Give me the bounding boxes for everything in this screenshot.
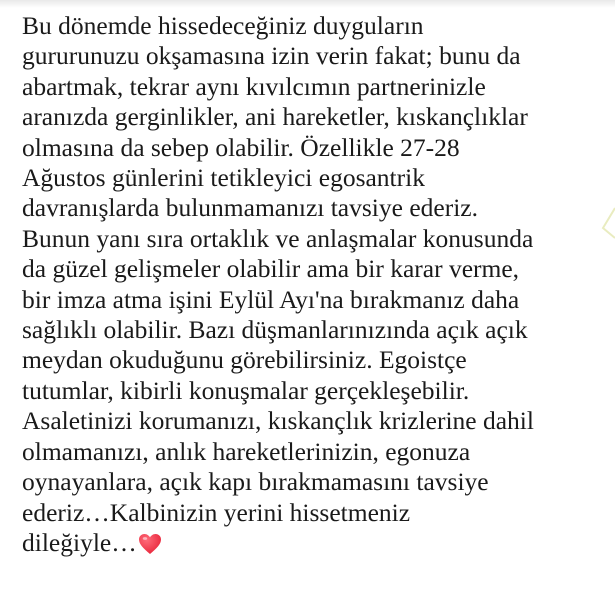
text-line: Asaletinizi korumanızı, kıskançlık krizlerine dahil	[22, 406, 534, 436]
decorative-edge-mark	[595, 206, 615, 240]
text-line: oynayanlara, açık kapı bırakmamasını tavsiye	[22, 467, 489, 497]
text-line: olmamanızı, anlık hareketlerinizin, egonuza	[22, 436, 471, 466]
text-line: da güzel gelişmeler olabilir ama bir karar verme,	[22, 254, 520, 284]
text-line-last	[22, 528, 602, 558]
horoscope-text	[22, 11, 602, 558]
text-line: meydan okuduğunu görebilirsiniz. Egoistçe	[22, 345, 467, 375]
text-line: gururunuzu okşamasına izin verin fakat; bunu da	[22, 41, 521, 71]
text-line: olmasına da sebep olabilir. Özellikle 27-28	[22, 132, 460, 162]
text-line: Bu dönemde hissedeceğiniz duyguların	[22, 11, 424, 40]
text-line: tutumlar, kibirli konuşmalar gerçekleşebilir.	[22, 375, 470, 405]
text-line: davranışlarda bulunmamanızı tavsiye ederiz.	[22, 193, 478, 223]
text-line: aranızda gerginlikler, ani hareketler, kıskançlıklar	[22, 102, 528, 132]
text-line: ederiz…Kalbinizin yerini hissetmeniz	[22, 497, 411, 527]
text-line: Bunun yanı sıra ortaklık ve anlaşmalar konusunda	[22, 223, 534, 253]
red-heart-icon-svg	[138, 533, 162, 555]
closing-text: dileğiyle…	[22, 527, 137, 557]
red-heart-icon	[138, 532, 162, 554]
text-line: sağlıklı olabilir. Bazı düşmanlarınızında açık açık	[22, 315, 528, 345]
text-line: Ağustos günlerini tetikleyici egosantrik	[22, 163, 425, 193]
text-line: bir imza atma işini Eylül Ayı'na bırakmanız daha	[22, 284, 520, 314]
top-divider	[0, 0, 615, 8]
text-line: abartmak, tekrar aynı kıvılcımın partnerinizle	[22, 71, 486, 101]
